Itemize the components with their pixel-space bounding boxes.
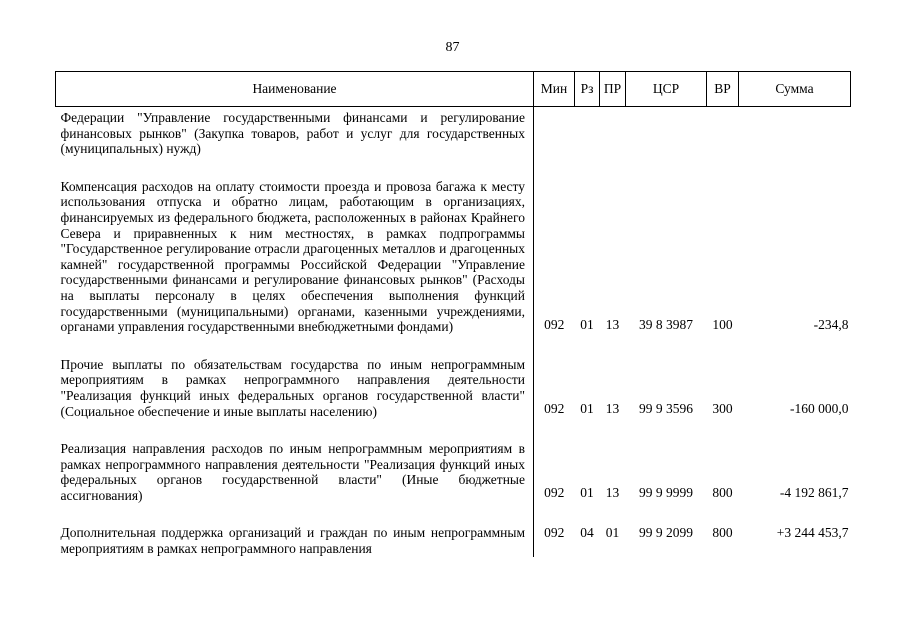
row-pr: 13 bbox=[605, 485, 620, 501]
table-row bbox=[56, 177, 851, 335]
row-rz bbox=[575, 107, 600, 157]
row-vr: 800 bbox=[712, 525, 733, 541]
spacer-cell bbox=[534, 419, 851, 439]
row-rz: 04 bbox=[580, 525, 594, 541]
table-row bbox=[56, 107, 851, 157]
spacer-cell bbox=[534, 157, 851, 177]
row-rz: 01 bbox=[580, 485, 594, 501]
row-spacer bbox=[56, 419, 851, 439]
row-vr: 800 bbox=[712, 485, 733, 501]
spacer-cell bbox=[56, 419, 534, 439]
spacer-cell bbox=[534, 503, 851, 523]
row-pr: 13 bbox=[605, 316, 620, 332]
row-name: Федерации "Управление государственными финансами и регулирование финансовых рынков" (Закупка товаров, работ и услуг для государственных (муниципальных) нужд) bbox=[56, 107, 534, 157]
row-sum: -160 000,0 bbox=[790, 401, 849, 417]
table-row bbox=[56, 439, 851, 503]
spacer-cell bbox=[56, 503, 534, 523]
row-sum: -234,8 bbox=[813, 316, 849, 332]
row-csr: 99 9 3596 bbox=[639, 401, 693, 417]
row-pr: 01 bbox=[605, 525, 620, 541]
row-min bbox=[534, 107, 575, 157]
row-pr: 13 bbox=[605, 401, 620, 417]
header-sum: Сумма bbox=[739, 72, 851, 107]
row-min: 092 bbox=[544, 485, 565, 501]
header-csr: ЦСР bbox=[626, 72, 707, 107]
table-header-row bbox=[56, 72, 851, 107]
budget-table bbox=[55, 71, 851, 557]
row-name: Реализация направления расходов по иным непрограммным мероприятиям в рамках непрограммного направления деятельности "Реализация функций иных федеральных органов государственной власти" (Иные бюджетные ассигнования) bbox=[56, 439, 534, 503]
row-spacer bbox=[56, 335, 851, 355]
row-name: Дополнительная поддержка организаций и граждан по иным непрограммным мероприятиям в рамках непрограммного направления bbox=[56, 523, 534, 556]
row-vr: 100 bbox=[712, 316, 733, 332]
table-row bbox=[56, 523, 851, 556]
row-vr: 300 bbox=[712, 401, 733, 417]
row-csr: 99 9 9999 bbox=[639, 485, 693, 501]
header-min: Мин bbox=[534, 72, 575, 107]
header-vr: ВР bbox=[707, 72, 739, 107]
row-sum bbox=[739, 107, 851, 157]
row-spacer bbox=[56, 503, 851, 523]
header-name: Наименование bbox=[56, 72, 534, 107]
header-rz: Рз bbox=[575, 72, 600, 107]
spacer-cell bbox=[56, 335, 534, 355]
page-number: 87 bbox=[445, 40, 460, 55]
row-csr: 99 9 2099 bbox=[639, 525, 693, 541]
row-vr bbox=[707, 107, 739, 157]
row-name: Прочие выплаты по обязательствам государства по иным непрограммным мероприятиям в рамках непрограммного направления деятельности "Реализация функций иных федеральных органов государственной власти" (Социальное обеспечение и иные выплаты населению) bbox=[56, 355, 534, 419]
row-rz: 01 bbox=[580, 316, 594, 332]
row-min: 092 bbox=[544, 401, 565, 417]
row-name: Компенсация расходов на оплату стоимости проезда и провоза багажа к месту использования отпуска и обратно лицам, работающим в организациях, финансируемых из федерального бюджета, расположенных в районах Крайнего Севера и приравненных к ним местностях, в рамках подпрограммы "Государственное регулирование отрасли драгоценных металлов и драгоценных камней" государственной программы Российской Федерации "Управление государственными финансами и регулирование финансовых рынков" (Расходы на выплаты персоналу в целях обеспечения выполнения функций государственными (муниципальными) органами, казенными учреждениями, органами управления государственными внебюджетными фондами) bbox=[56, 177, 534, 335]
row-sum: +3 244 453,7 bbox=[776, 525, 849, 541]
row-csr bbox=[626, 107, 707, 157]
row-spacer bbox=[56, 157, 851, 177]
row-min: 092 bbox=[544, 316, 565, 332]
spacer-cell bbox=[56, 157, 534, 177]
row-min: 092 bbox=[544, 525, 565, 541]
row-csr: 39 8 3987 bbox=[639, 316, 693, 332]
header-pr: ПР bbox=[600, 72, 626, 107]
row-rz: 01 bbox=[580, 401, 594, 417]
row-sum: -4 192 861,7 bbox=[779, 485, 849, 501]
row-pr bbox=[600, 107, 626, 157]
table-row bbox=[56, 355, 851, 419]
spacer-cell bbox=[534, 335, 851, 355]
